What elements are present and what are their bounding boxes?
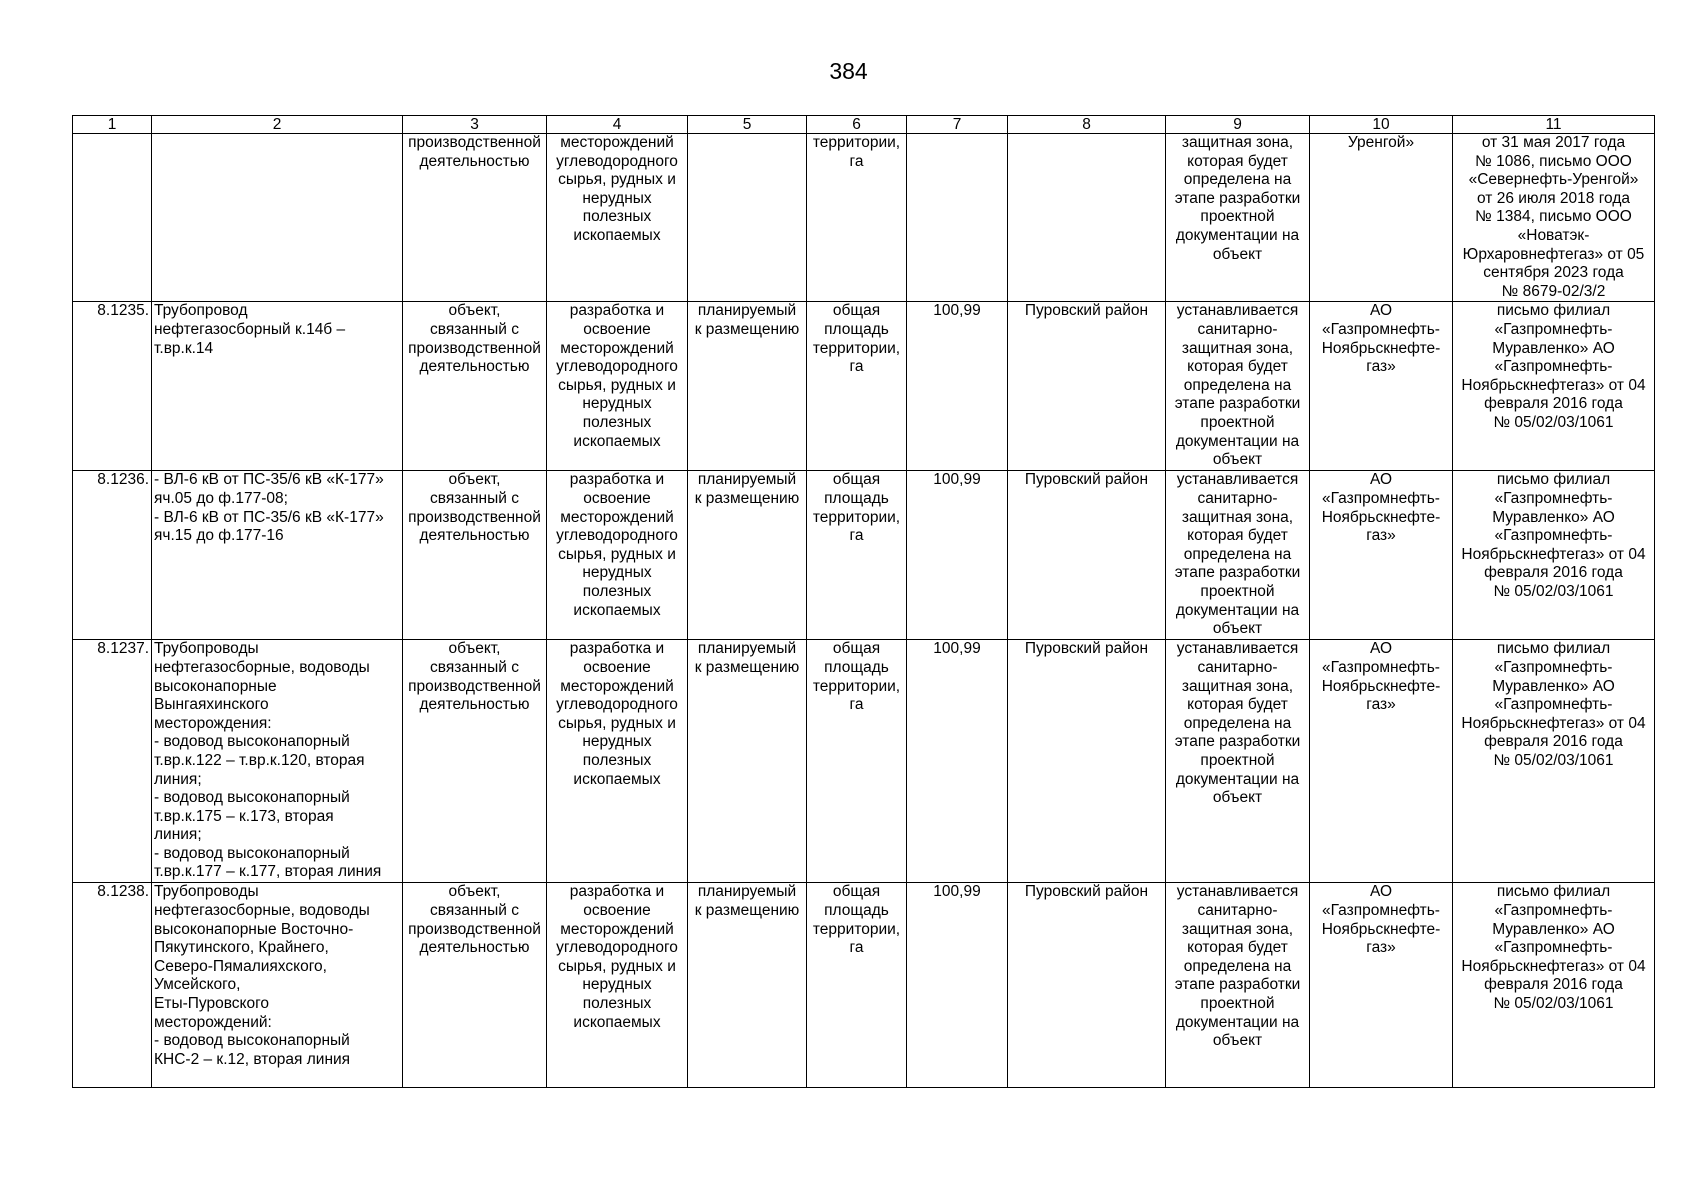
column-header: 8 — [1008, 116, 1166, 134]
cell-object-name: Трубопроводы нефтегазосборные, водоводы высоконапорные Восточно- Пякутинского, Крайнего, Северо-Пямалияхского, Умсейского, Еты-Пуровского месторождений: - водовод высоконапорный КНС-2 – к.12, вторая линия — [152, 883, 403, 1088]
cell-parameter: общая площадь территории, га — [807, 302, 907, 471]
cell-document: письмо филиал «Газпромнефть- Муравленко» АО «Газпромнефть- Ноябрьскнефтегаз» от 04 февраля 2016 года № 05/02/03/1061 — [1453, 883, 1655, 1088]
page-number: 384 — [829, 58, 868, 84]
cell-location: Пуровский район — [1008, 471, 1166, 640]
cell-object-name: Трубопровод нефтегазосборный к.14б – т.вр.к.14 — [152, 302, 403, 471]
cell-document: от 31 мая 2017 года № 1086, письмо ООО «Севернефть-Уренгой» от 26 июля 2018 года № 1384, письмо ООО «Новатэк- Юрхаровнефтегаз» от 05 сентября 2023 года № 8679-02/3/2 — [1453, 134, 1655, 302]
cell-organization: АО «Газпромнефть- Ноябрьскнефте- газ» — [1310, 471, 1453, 640]
cell-number: 8.1237. — [73, 640, 152, 883]
cell-location: Пуровский район — [1008, 883, 1166, 1088]
cell-number: 8.1238. — [73, 883, 152, 1088]
cell-status: планируемый к размещению — [688, 302, 807, 471]
cell-object-type: объект, связанный с производственной деятельностью — [403, 640, 547, 883]
cell-zone: устанавливается санитарно- защитная зона, которая будет определена на этапе разработки проектной документации на объект — [1166, 883, 1310, 1088]
cell-object-type: объект, связанный с производственной деятельностью — [403, 302, 547, 471]
cell-object-name: Трубопроводы нефтегазосборные, водоводы высоконапорные Вынгаяхинского месторождения: - водовод высоконапорный т.вр.к.122 – т.вр.к.120, вторая линия; - водовод высоконапорный т.вр.к.175 – к.173, вторая линия; - водовод высоконапорный т.вр.к.177 – к.177, вторая линия — [152, 640, 403, 883]
cell-status: планируемый к размещению — [688, 883, 807, 1088]
cell-document: письмо филиал «Газпромнефть- Муравленко» АО «Газпромнефть- Ноябрьскнефтегаз» от 04 февраля 2016 года № 05/02/03/1061 — [1453, 302, 1655, 471]
cell-status: планируемый к размещению — [688, 471, 807, 640]
cell-number: 8.1236. — [73, 471, 152, 640]
cell-parameter: общая площадь территории, га — [807, 640, 907, 883]
cell-status: планируемый к размещению — [688, 640, 807, 883]
cell-object-type: объект, связанный с производственной деятельностью — [403, 883, 547, 1088]
cell-document: письмо филиал «Газпромнефть- Муравленко» АО «Газпромнефть- Ноябрьскнефтегаз» от 04 февраля 2016 года № 05/02/03/1061 — [1453, 471, 1655, 640]
cell-value: 100,99 — [907, 471, 1008, 640]
header-row — [73, 116, 1655, 134]
cell-location: Пуровский район — [1008, 302, 1166, 471]
column-header: 9 — [1166, 116, 1310, 134]
cell-value: 100,99 — [907, 883, 1008, 1088]
cell-number: 8.1235. — [73, 302, 152, 471]
column-header: 10 — [1310, 116, 1453, 134]
cell-number — [73, 134, 152, 302]
cell-organization: АО «Газпромнефть- Ноябрьскнефте- газ» — [1310, 302, 1453, 471]
cell-zone: устанавливается санитарно- защитная зона, которая будет определена на этапе разработки проектной документации на объект — [1166, 302, 1310, 471]
cell-object-type: производственной деятельностью — [403, 134, 547, 302]
column-header: 11 — [1453, 116, 1655, 134]
column-header: 4 — [547, 116, 688, 134]
cell-location: Пуровский район — [1008, 640, 1166, 883]
column-header: 7 — [907, 116, 1008, 134]
cell-organization: АО «Газпромнефть- Ноябрьскнефте- газ» — [1310, 640, 1453, 883]
cell-value: 100,99 — [907, 302, 1008, 471]
cell-parameter: общая площадь территории, га — [807, 471, 907, 640]
table-row — [73, 471, 1655, 640]
table-row — [73, 134, 1655, 302]
objects-table — [72, 115, 1655, 1088]
cell-zone: устанавливается санитарно- защитная зона, которая будет определена на этапе разработки проектной документации на объект — [1166, 471, 1310, 640]
cell-zone: устанавливается санитарно- защитная зона, которая будет определена на этапе разработки проектной документации на объект — [1166, 640, 1310, 883]
cell-document: письмо филиал «Газпромнефть- Муравленко» АО «Газпромнефть- Ноябрьскнефтегаз» от 04 февраля 2016 года № 05/02/03/1061 — [1453, 640, 1655, 883]
cell-purpose: разработка и освоение месторождений углеводородного сырья, рудных и нерудных полезных ископаемых — [547, 471, 688, 640]
cell-location — [1008, 134, 1166, 302]
table-row — [73, 640, 1655, 883]
cell-organization: АО «Газпромнефть- Ноябрьскнефте- газ» — [1310, 883, 1453, 1088]
cell-purpose: разработка и освоение месторождений углеводородного сырья, рудных и нерудных полезных ископаемых — [547, 883, 688, 1088]
cell-parameter: общая площадь территории, га — [807, 883, 907, 1088]
cell-object-name — [152, 134, 403, 302]
column-header: 5 — [688, 116, 807, 134]
column-header: 2 — [152, 116, 403, 134]
cell-object-type: объект, связанный с производственной деятельностью — [403, 471, 547, 640]
cell-object-name: - ВЛ-6 кВ от ПС-35/6 кВ «К-177» яч.05 до ф.177-08; - ВЛ-6 кВ от ПС-35/6 кВ «К-177» яч.15 до ф.177-16 — [152, 471, 403, 640]
cell-purpose: разработка и освоение месторождений углеводородного сырья, рудных и нерудных полезных ископаемых — [547, 302, 688, 471]
cell-zone: защитная зона, которая будет определена на этапе разработки проектной документации на объект — [1166, 134, 1310, 302]
column-header: 3 — [403, 116, 547, 134]
table-row — [73, 302, 1655, 471]
cell-purpose: месторождений углеводородного сырья, рудных и нерудных полезных ископаемых — [547, 134, 688, 302]
cell-purpose: разработка и освоение месторождений углеводородного сырья, рудных и нерудных полезных ископаемых — [547, 640, 688, 883]
cell-status — [688, 134, 807, 302]
column-header: 1 — [73, 116, 152, 134]
column-header: 6 — [807, 116, 907, 134]
cell-value: 100,99 — [907, 640, 1008, 883]
cell-parameter: территории, га — [807, 134, 907, 302]
cell-value — [907, 134, 1008, 302]
table-row — [73, 883, 1655, 1088]
cell-organization: Уренгой» — [1310, 134, 1453, 302]
